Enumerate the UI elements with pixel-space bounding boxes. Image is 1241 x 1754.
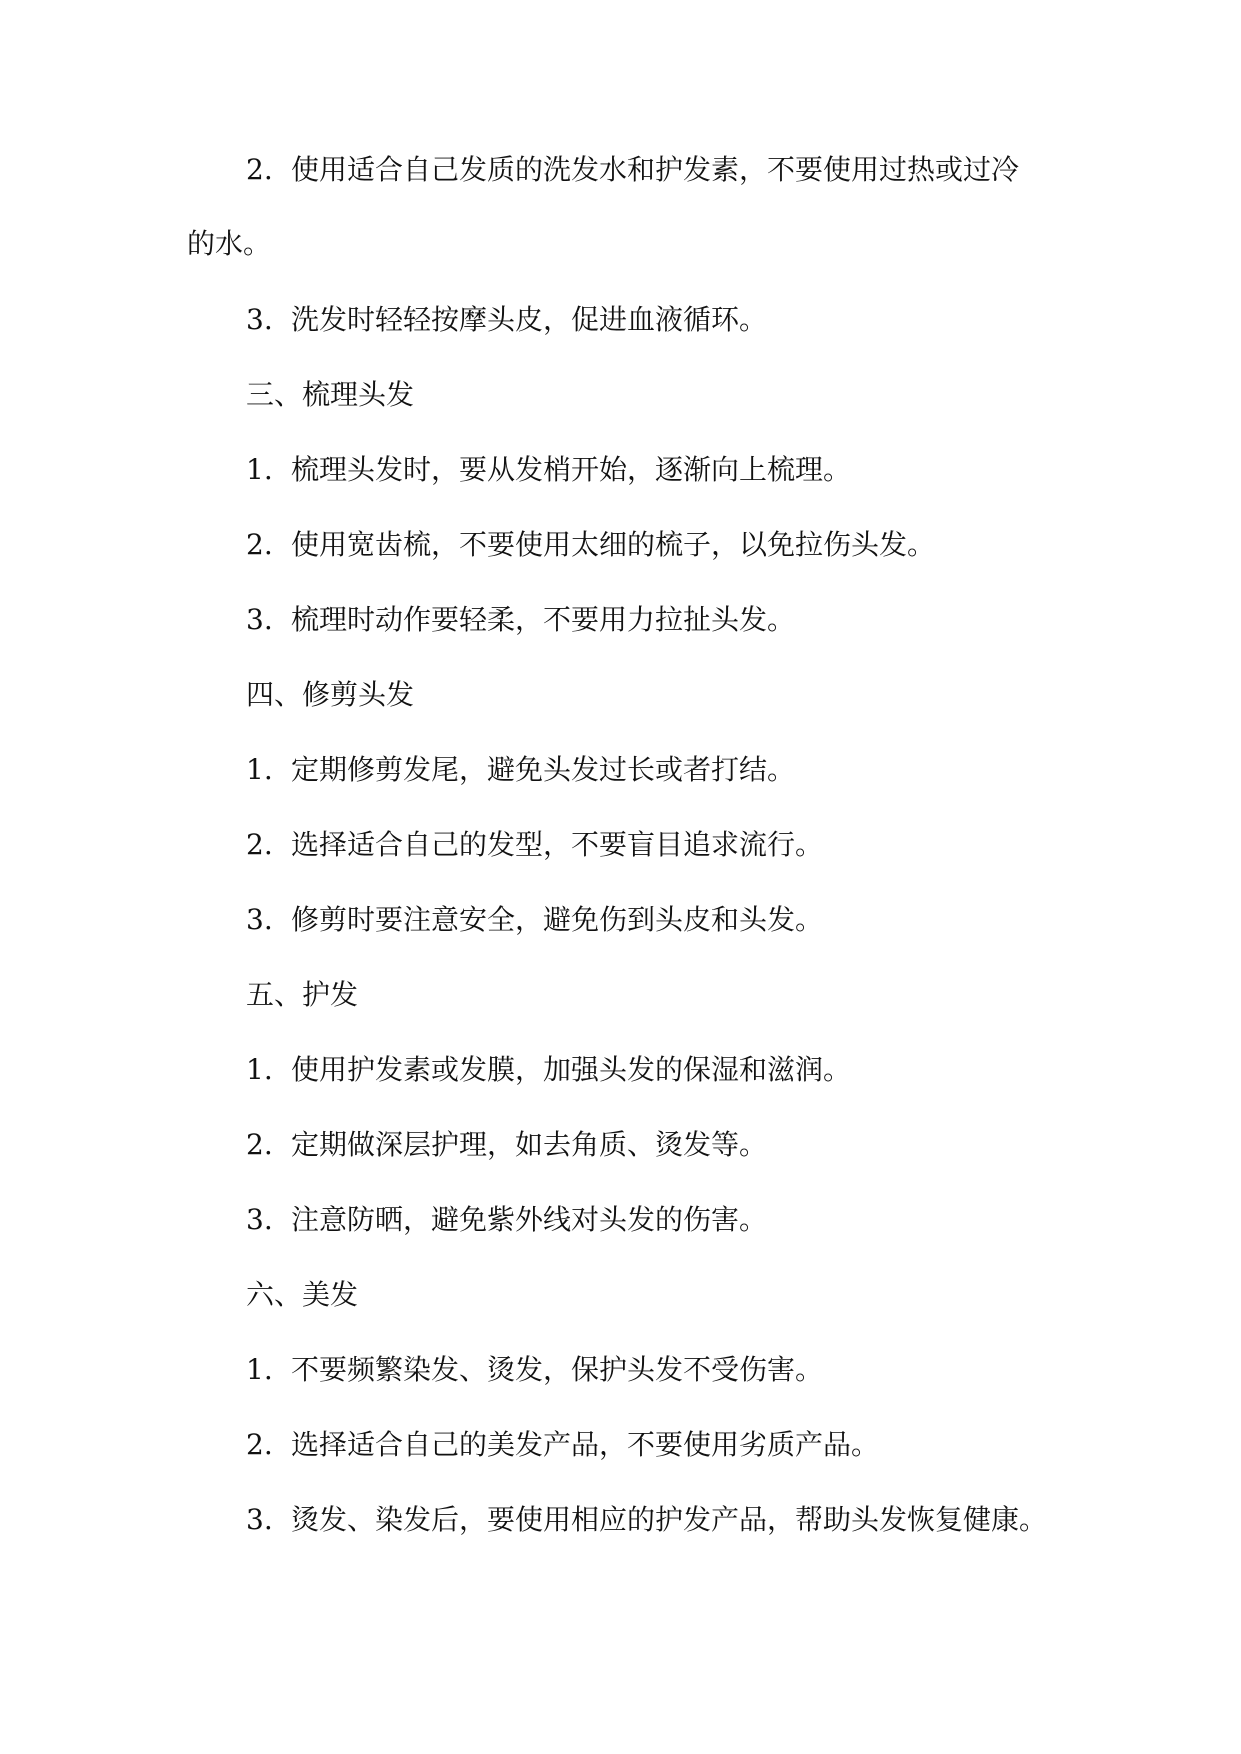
list-item-number: 1. <box>246 1353 273 1386</box>
section-heading-text: 六、美发 <box>246 1278 359 1311</box>
list-item-text: 选择适合自己的发型，不要盲目追求流行。 <box>291 828 824 861</box>
list-item-number: 2. <box>246 828 273 861</box>
list-item-text: 修剪时要注意安全，避免伤到头皮和头发。 <box>291 903 824 936</box>
list-item-number: 3. <box>246 1503 273 1536</box>
list-item-text: 梳理时动作要轻柔，不要用力拉扯头发。 <box>291 603 796 636</box>
section-heading-text: 三、梳理头发 <box>246 378 415 411</box>
list-item-text: 洗发时轻轻按摩头皮，促进血液循环。 <box>291 303 768 336</box>
list-item-text: 定期修剪发尾，避免头发过长或者打结。 <box>291 753 796 786</box>
list-item-number: 1. <box>246 753 273 786</box>
list-item-text: 梳理头发时，要从发梢开始，逐渐向上梳理。 <box>291 453 852 486</box>
list-item-number: 3. <box>246 1203 273 1236</box>
list-item-text: 使用护发素或发膜，加强头发的保湿和滋润。 <box>291 1053 852 1086</box>
list-item-number: 2. <box>246 1428 273 1461</box>
list-item-number: 3. <box>246 903 273 936</box>
list-item-text: 选择适合自己的美发产品，不要使用劣质产品。 <box>291 1428 880 1461</box>
list-item-text: 使用适合自己发质的洗发水和护发素，不要使用过热或过冷 <box>291 153 1020 186</box>
list-item-text: 注意防晒，避免紫外线对头发的伤害。 <box>291 1203 768 1236</box>
list-item-text: 定期做深层护理，如去角质、烫发等。 <box>291 1128 768 1161</box>
list-item-text: 烫发、染发后，要使用相应的护发产品，帮助头发恢复健康。 <box>291 1503 1048 1536</box>
list-item-text: 的水。 <box>187 227 272 260</box>
list-item-number: 3. <box>246 603 273 636</box>
list-item-text: 使用宽齿梳，不要使用太细的梳子，以免拉伤头发。 <box>291 528 936 561</box>
list-item-number: 2. <box>246 528 273 561</box>
section-heading-text: 五、护发 <box>246 978 359 1011</box>
list-item-number: 3. <box>246 303 273 336</box>
list-item-number: 2. <box>246 153 273 186</box>
section-heading-text: 四、修剪头发 <box>246 678 415 711</box>
list-item-number: 1. <box>246 453 273 486</box>
list-item-text: 不要频繁染发、烫发，保护头发不受伤害。 <box>291 1353 824 1386</box>
list-item-number: 2. <box>246 1128 273 1161</box>
list-item-number: 1. <box>246 1053 273 1086</box>
